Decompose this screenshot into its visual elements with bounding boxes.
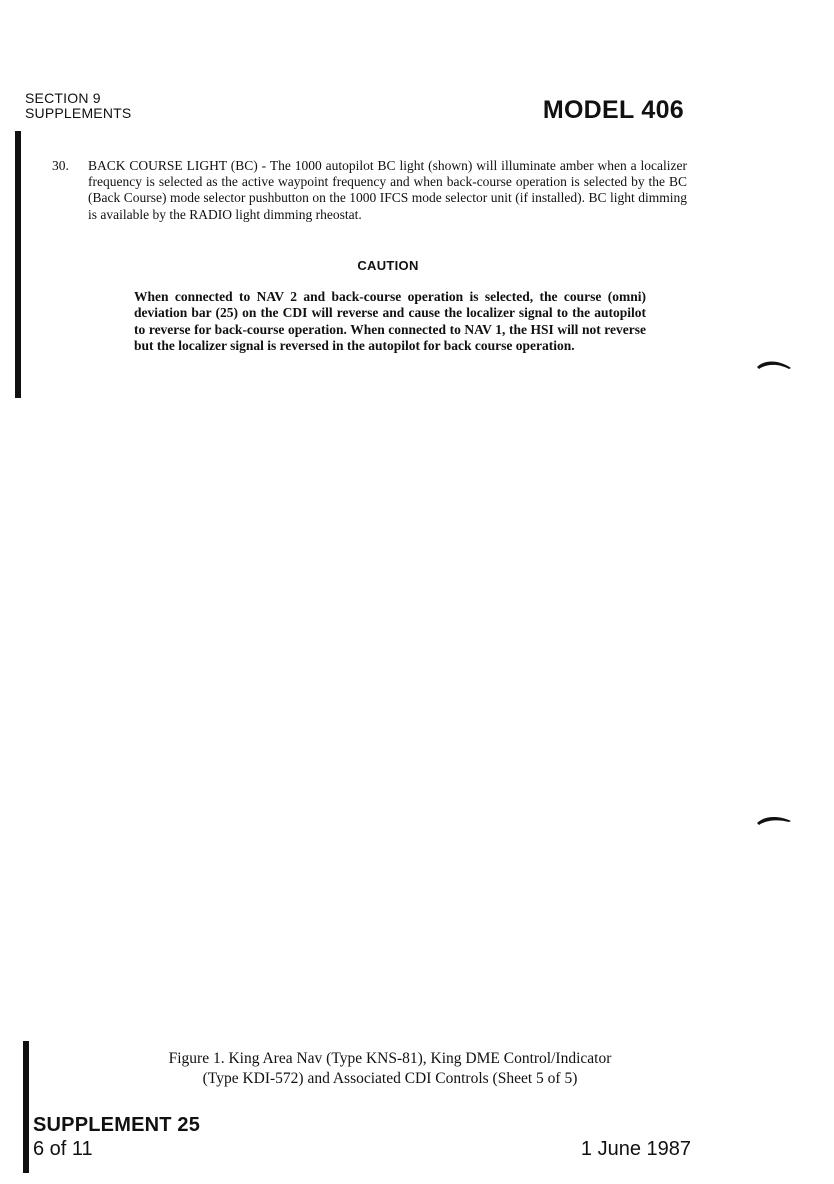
item-number: 30.: [52, 158, 69, 173]
revision-bar-top: [15, 131, 21, 398]
caution-text: When connected to NAV 2 and back-course operation is selected, the course (omni) deviation bar (25) on the CDI will reverse and cause the localizer signal to the autopilot to reverse for back-course operation. When connected to NAV 1, the HSI will not reverse but the localizer signal is reversed in the autopilot for back course operation.: [134, 289, 646, 353]
item-text: BACK COURSE LIGHT (BC) - The 1000 autopilot BC light (shown) will illuminate amber when a localizer frequency is selected as the active waypoint frequency and when back-course operation is selected by the BC (Back Course) mode selector pushbutton on the 1000 IFCS mode selector unit (if installed). BC light dimming is available by the RADIO light dimming rheostat.: [88, 158, 687, 222]
page-number: 6 of 11: [33, 1138, 93, 1160]
revision-bar-bottom: [23, 1041, 29, 1173]
margin-mark-icon: [756, 812, 792, 826]
subsection-label: SUPPLEMENTS: [25, 105, 132, 121]
figure-caption-line-2: (Type KDI-572) and Associated CDI Controls (Sheet 5 of 5): [202, 1070, 578, 1087]
supplement-label: SUPPLEMENT 25: [33, 1114, 201, 1136]
model-title: MODEL 406: [542, 96, 684, 124]
figure-caption-line-1: Figure 1. King Area Nav (Type KNS-81), King DME Control/Indicator: [168, 1050, 612, 1067]
figure-caption: [40, 1049, 740, 1089]
footer-supplement: [33, 1113, 200, 1161]
item-30: [52, 158, 687, 223]
section-label: SECTION 9: [25, 90, 101, 106]
revision-date: 1 June 1987: [580, 1138, 691, 1160]
caution-title: CAUTION: [357, 258, 419, 273]
section-header: [25, 91, 131, 121]
margin-mark-icon: [756, 357, 792, 371]
